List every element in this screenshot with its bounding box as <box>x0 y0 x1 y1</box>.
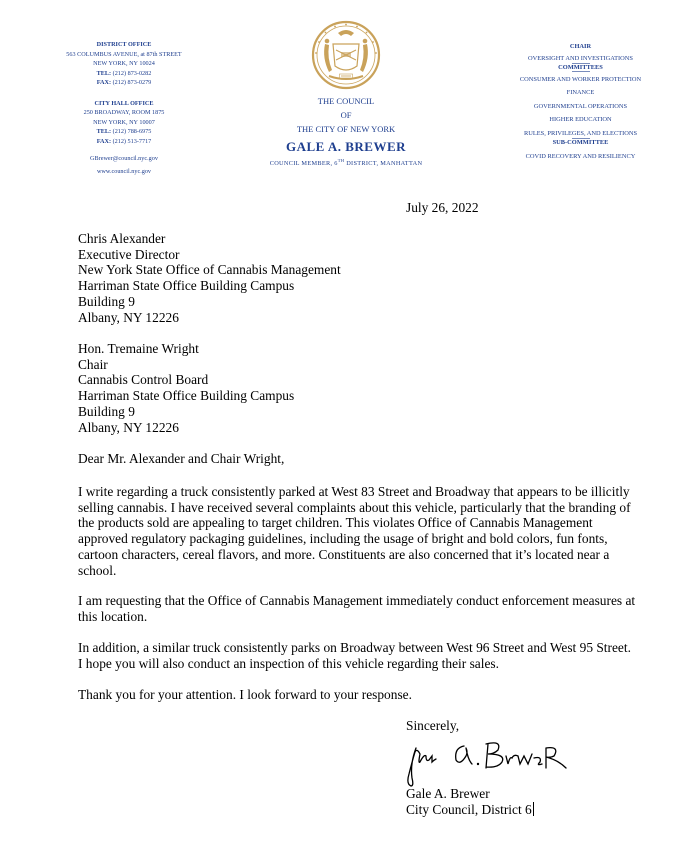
city-hall-address-line1: 250 BROADWAY, ROOM 1875 <box>83 109 165 116</box>
handwritten-signature-icon <box>402 734 586 788</box>
website-link[interactable]: www.council.nyc.gov <box>96 167 152 175</box>
letterhead-left <box>58 40 190 176</box>
recipient1-line: Building 9 <box>78 293 135 309</box>
committees-heading: COMMITTEES <box>558 64 603 71</box>
recipient-block-1 <box>78 231 341 325</box>
text-cursor <box>533 802 534 816</box>
district-tel-number: (212) 873-0282 <box>111 69 152 77</box>
signer-title-text: City Council, District 6 <box>406 801 532 817</box>
signer-title <box>406 802 534 818</box>
city-hall-tel-number: (212) 788-6975 <box>111 128 152 135</box>
recipient1-line: New York State Office of Cannabis Management <box>78 262 341 278</box>
recipient2-line: Cannabis Control Board <box>78 372 209 388</box>
city-hall-fax <box>58 137 190 147</box>
district-office-heading: DISTRICT OFFICE <box>96 41 152 48</box>
salutation: Dear Mr. Alexander and Chair Wright, <box>78 451 285 466</box>
council-line2: OF <box>340 110 352 120</box>
district-tel <box>58 69 190 79</box>
city-hall-tel <box>58 127 190 137</box>
council-line3: THE CITY OF NEW YORK <box>296 124 396 134</box>
body-paragraph-3: In addition, a similar truck consistently parks on Broadway between West 96 Street and West 95 Street. I hope you will also conduct an inspection of this vehicle regarding their sales. <box>78 640 631 671</box>
recipient1-line: Executive Director <box>78 246 180 262</box>
district-address-line2: NEW YORK, NY 10024 <box>93 60 155 67</box>
divider <box>572 71 590 72</box>
divider <box>572 63 590 64</box>
committee-item: CONSUMER AND WORKER PROTECTION <box>519 75 642 83</box>
district-fax-number: (212) 873-0279 <box>111 79 152 86</box>
subcommittee-item: COVID RECOVERY AND RESILIENCY <box>525 152 636 160</box>
member-title: COUNCIL MEMBER, 6TH DISTRICT, MANHATTAN <box>269 158 423 168</box>
chair-heading: CHAIR <box>569 43 592 50</box>
council-line1: THE COUNCIL <box>317 96 375 106</box>
recipient2-line: Chair <box>78 356 108 372</box>
district-fax-label: FAX: <box>96 79 112 86</box>
city-hall-fax-number: (212) 513-7717 <box>111 137 152 145</box>
city-hall-fax-label: FAX: <box>96 137 112 145</box>
committee-item: RULES, PRIVILEGES, AND ELECTIONS <box>523 129 638 137</box>
city-hall-heading: CITY HALL OFFICE <box>94 99 154 107</box>
letterhead-center <box>246 20 446 167</box>
city-hall-address-line2: NEW YORK, NY 10007 <box>93 118 155 126</box>
email-link[interactable]: GBrewer@council.nyc.gov <box>90 155 158 162</box>
recipient2-line: Harriman State Office Building Campus <box>78 388 295 404</box>
divider <box>572 138 590 139</box>
signer-name: Gale A. Brewer <box>406 786 490 801</box>
committee-item: FINANCE <box>566 89 595 96</box>
chair-committee: OVERSIGHT AND INVESTIGATIONS <box>528 54 633 62</box>
recipient2-line: Building 9 <box>78 403 135 419</box>
recipient2-line: Hon. Tremaine Wright <box>78 341 199 356</box>
recipient1-line: Chris Alexander <box>78 231 166 246</box>
city-hall-tel-label: TEL: <box>96 128 112 135</box>
committee-item: GOVERNMENTAL OPERATIONS <box>533 102 628 110</box>
committee-item: HIGHER EDUCATION <box>549 116 612 123</box>
member-name: GALE A. BREWER <box>285 139 407 154</box>
recipient1-line: Albany, NY 12226 <box>78 309 179 325</box>
signer-block <box>406 786 534 817</box>
district-fax <box>58 78 190 88</box>
recipient-block-2 <box>78 341 294 435</box>
closing: Sincerely, <box>406 718 460 733</box>
recipient1-line: Harriman State Office Building Campus <box>78 278 295 294</box>
district-address-line1: 563 COLUMBUS AVENUE, at 87th STREET <box>66 50 182 58</box>
recipient2-line: Albany, NY 12226 <box>78 419 179 435</box>
body-paragraph-1: I write regarding a truck consistently parked at West 83 Street and Broadway that appears to be illicitly selling cannabis. I have received several complaints about this vehicle, particularly that the branding of the products sold are appealing to target children. This violates Office of Cannabis Management approved regulatory packaging guidelines, including the usage of bright and bold colors, fun fonts, cartoon characters, cereal flavors, and more. Constituents are also concerned that it’s located near a school. <box>78 484 631 578</box>
body-paragraph-2: I am requesting that the Office of Cannabis Management immediately conduct enforcement measures at this location. <box>78 593 636 624</box>
body-paragraph-4: Thank you for your attention. I look forward to your response. <box>78 687 412 702</box>
subcommittee-heading: SUB-COMMITTEE <box>552 139 609 146</box>
district-tel-label: TEL: <box>96 69 112 77</box>
letterhead-right <box>498 40 663 163</box>
letter-date: July 26, 2022 <box>406 200 479 215</box>
nyc-council-seal-icon <box>311 20 381 90</box>
